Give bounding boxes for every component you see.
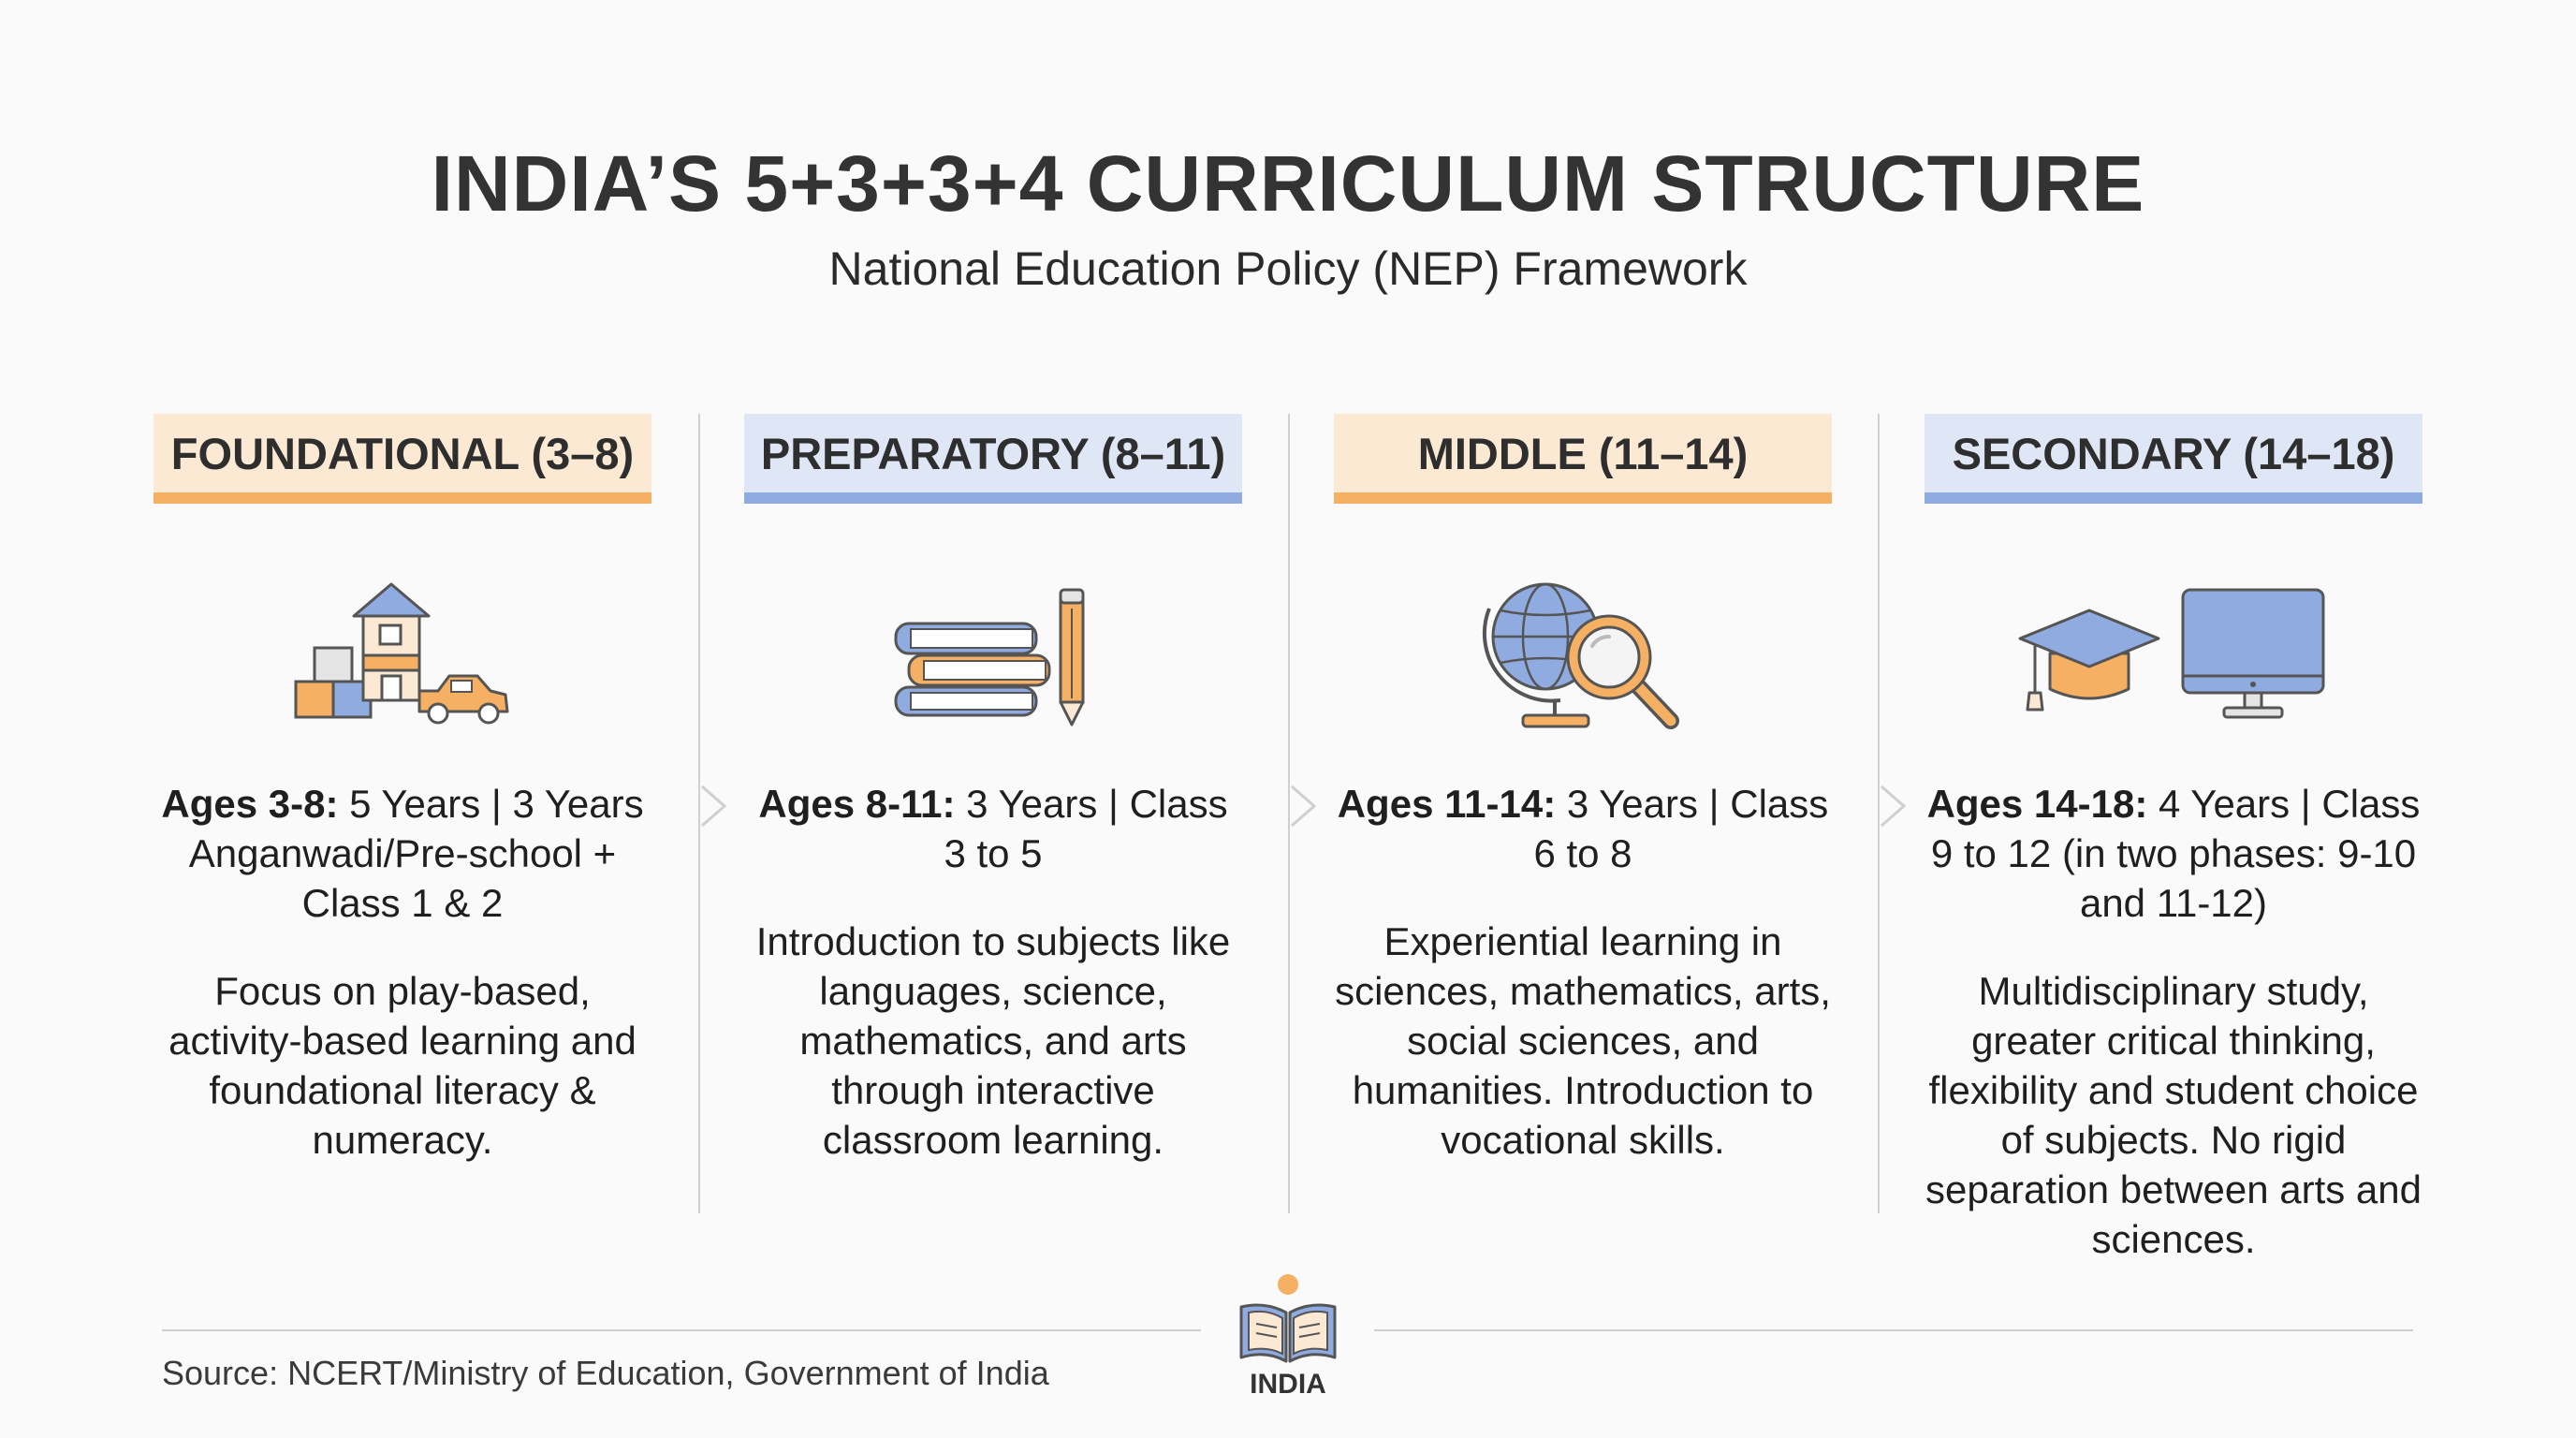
stage-ages-label: Ages 14-18: [1926, 782, 2148, 826]
stage-ages-text: 5 Years | 3 Years Anganwadi/Pre-school + Class 1 & 2 [188, 782, 644, 925]
open-book-icon [1232, 1271, 1344, 1369]
stage-description: Multidisciplinary study, greater critical thinking, flexibility and student choice of subjects. No rigid separation between arts and sciences. [1925, 969, 2422, 1261]
stage-ages-label: Ages 11-14: [1337, 782, 1557, 826]
stage-ages [154, 779, 651, 928]
page-subtitle: National Education Policy (NEP) Framework [828, 242, 1748, 295]
stage-preparatory [744, 414, 1242, 1219]
stage-banner: FOUNDATIONAL (3–8) [154, 414, 651, 504]
page-title: INDIA’S 5+3+3+4 CURRICULUM STRUCTURE [431, 139, 2145, 227]
stage-ages-text: 3 Years | Class 6 to 8 [1533, 782, 1829, 875]
stage-middle [1334, 414, 1832, 1219]
chevron-right-icon [1290, 785, 1318, 828]
footer-rule-left [162, 1329, 1201, 1331]
stage-ages-text: 3 Years | Class 3 to 5 [944, 782, 1228, 875]
stage-banner: PREPARATORY (8–11) [744, 414, 1242, 504]
stage-banner: MIDDLE (11–14) [1334, 414, 1832, 504]
stage-foundational [154, 414, 651, 1219]
stage-banner: SECONDARY (14–18) [1925, 414, 2422, 504]
logo-text: INDIA [1250, 1369, 1326, 1400]
stage-ages [744, 779, 1242, 878]
stage-ages [1925, 779, 2422, 928]
stage-ages-label: Ages 8-11: [758, 782, 956, 826]
stage-description: Experiential learning in sciences, mathematics, arts, social sciences, and humanities. Introduction to vocational skills. [1335, 919, 1831, 1162]
chevron-right-icon [700, 785, 728, 828]
graduation-cap-monitor-icon [1925, 571, 2422, 730]
india-logo [1232, 1271, 1344, 1402]
stage-description: Focus on play-based, activity-based learning and foundational literacy & numeracy. [168, 969, 637, 1162]
books-pencil-icon [744, 571, 1242, 730]
stage-secondary [1925, 414, 2422, 1261]
source-credit: Source: NCERT/Ministry of Education, Government of India [162, 1354, 1049, 1392]
chevron-right-icon [1880, 785, 1908, 828]
footer-rule-right [1374, 1329, 2413, 1331]
stage-ages [1334, 779, 1832, 878]
globe-magnifier-icon [1334, 571, 1832, 730]
house-blocks-car-icon [154, 571, 651, 730]
stage-description: Introduction to subjects like languages, science, mathematics, and arts through interactive classroom learning. [755, 919, 1231, 1162]
stage-ages-label: Ages 3-8: [161, 782, 339, 826]
stage-ages-text: 4 Years | Class 9 to 12 (in two phases: 9-10 and 11-12) [1930, 782, 2421, 925]
